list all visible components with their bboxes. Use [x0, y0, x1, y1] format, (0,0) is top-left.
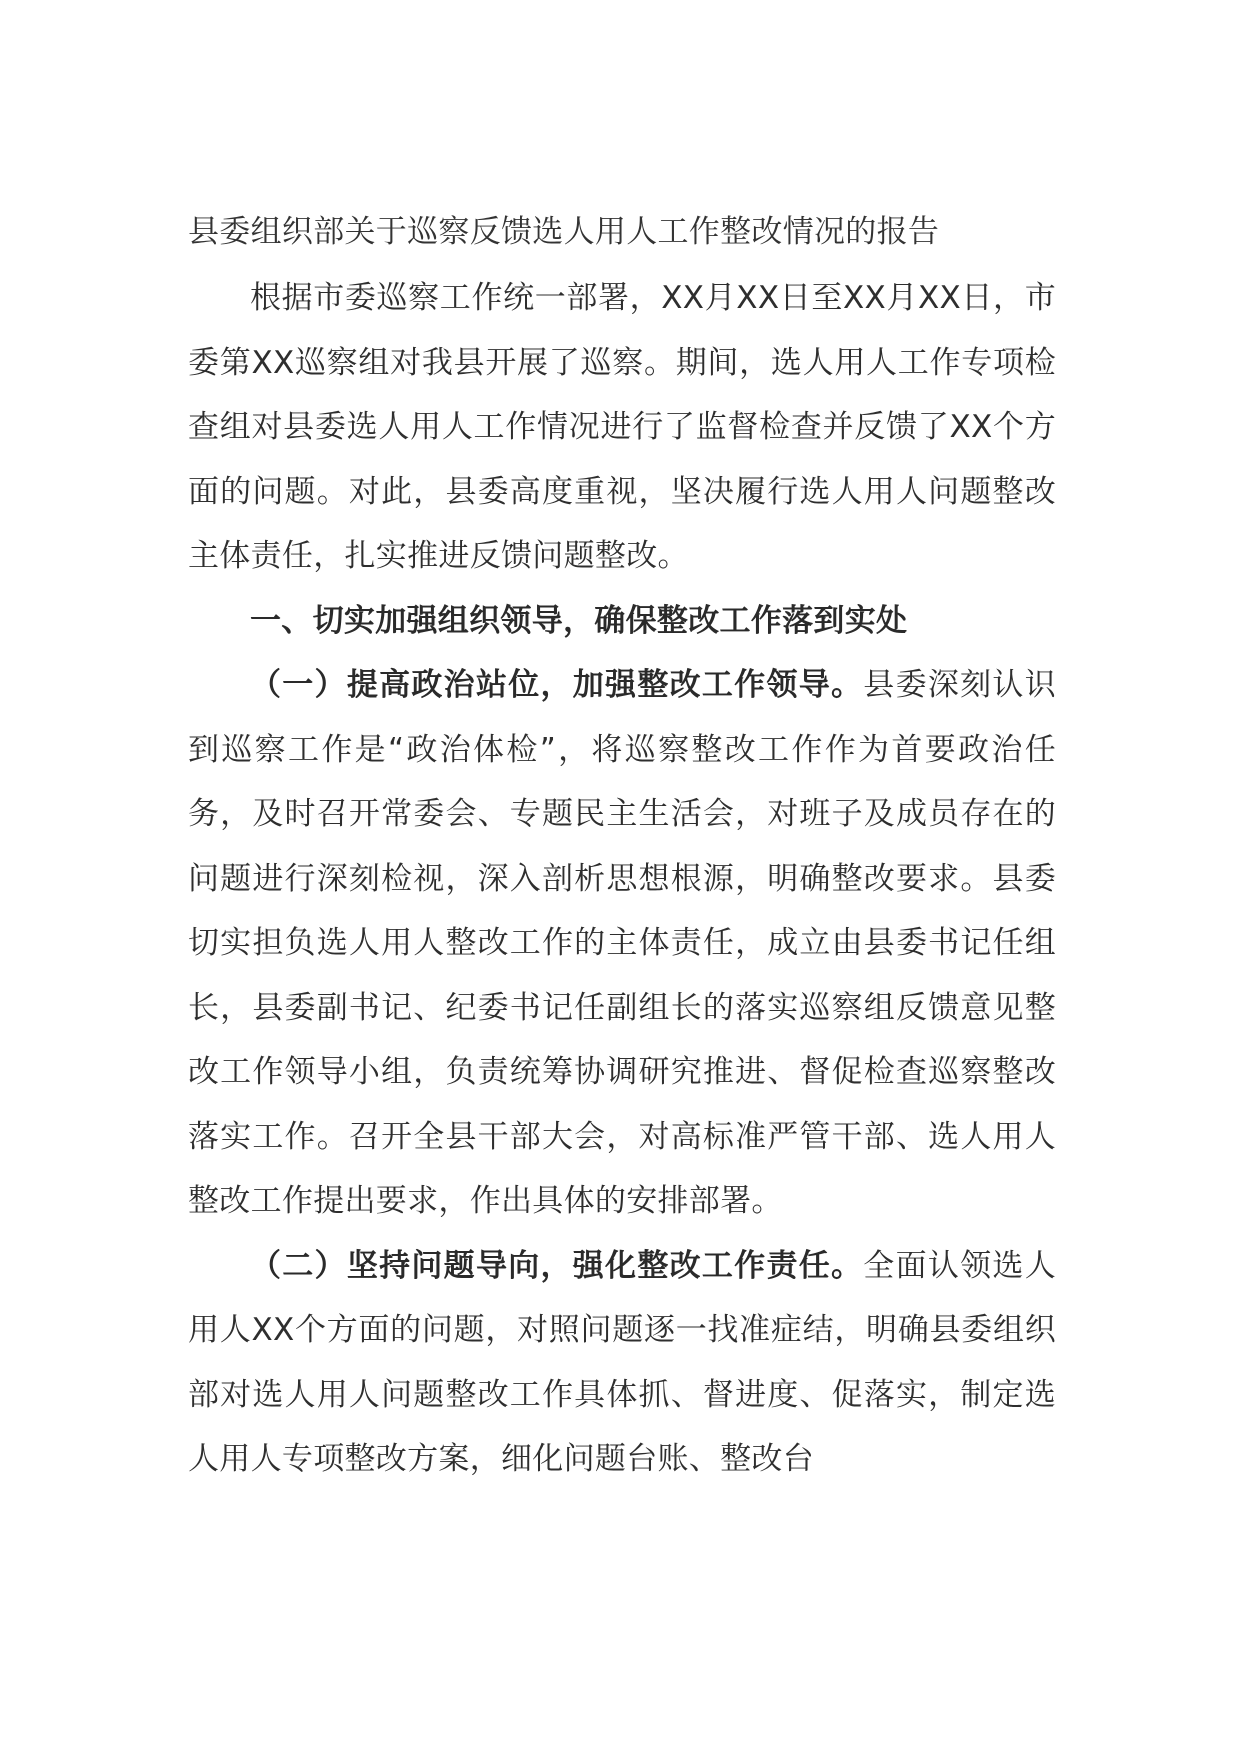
subsection-body-2: 全面认领选人用人XX个方面的问题，对照问题逐一找准症结，明确县委组织部对选人用人问题整改工作具体抓、督进度、促落实，制定选人用人专项整改方案，细化问题台账、整改台	[188, 1247, 1056, 1477]
document-title: 县委组织部关于巡察反馈选人用人工作整改情况的报告	[188, 214, 940, 250]
section-heading: 一、切实加强组织领导，确保整改工作落到实处	[250, 602, 908, 639]
document-body	[188, 200, 1056, 1492]
subsection-lead-1: （一）提高政治站位，加强整改工作领导。	[250, 667, 864, 703]
subsection-body-1: 县委深刻认识到巡察工作是“政治体检”，将巡察整改工作作为首要政治任务，及时召开常委会、专题民主生活会，对班子及成员存在的问题进行深刻检视，深入剖析思想根源，明确整改要求。县委切实担负选人用人整改工作的主体责任，成立由县委书记任组长，县委副书记、纪委书记任副组长的落实巡察组反馈意见整改工作领导小组，负责统筹协调研究推进、督促检查巡察整改落实工作。召开全县干部大会，对高标准严管干部、选人用人整改工作提出要求，作出具体的安排部署。	[188, 667, 1056, 1219]
intro-paragraph: 根据市委巡察工作统一部署，XX月XX日至XX月XX日，市委第XX巡察组对我县开展了巡察。期间，选人用人工作专项检查组对县委选人用人工作情况进行了监督检查并反馈了XX个方面的问题。对此，县委高度重视，坚决履行选人用人问题整改主体责任，扎实推进反馈问题整改。	[188, 280, 1056, 574]
subsection-lead-2: （二）坚持问题导向，强化整改工作责任。	[250, 1247, 864, 1284]
subsection-paragraph-2	[188, 1234, 1056, 1492]
subsection-paragraph-1	[188, 653, 1056, 1234]
